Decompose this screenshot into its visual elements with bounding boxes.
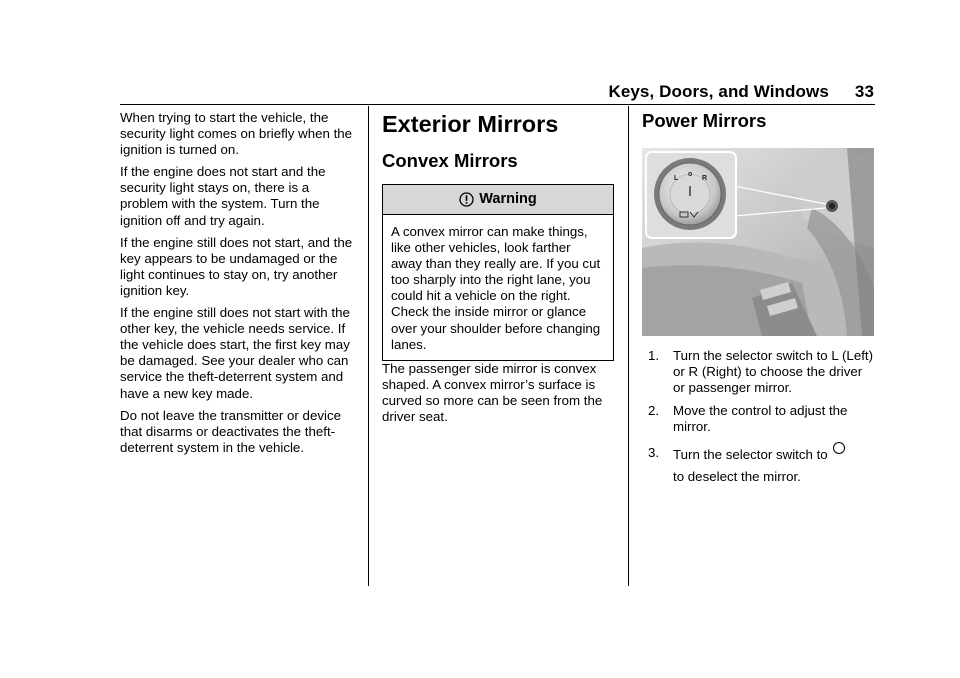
section-heading: Power Mirrors (642, 110, 767, 131)
subsection-heading: Convex Mirrors (382, 150, 518, 171)
section-title: Keys, Doors, and Windows (608, 82, 829, 101)
step-text: Turn the selector switch to (673, 447, 828, 463)
paragraph: If the engine does not start and the security light stays on, there is a problem with the system. Turn the ignition off and try again. (120, 164, 326, 228)
list-item (642, 348, 875, 396)
warning-icon (459, 192, 474, 207)
column-1 (120, 110, 356, 462)
paragraph: When trying to start the vehicle, the security light comes on briefly when the ignition is turned on. (120, 110, 353, 158)
paragraph: The passenger side mirror is convex shaped. A convex mirror’s surface is curved so more can be seen from the driver seat. (382, 360, 603, 425)
warning-text: A convex mirror can make things, like other vehicles, look farther away than they really are. If you cut too sharply into the right lane, you could hit a vehicle on the right. Check the inside mirror or glance over your shoulder before changing lanes. (391, 224, 601, 352)
mirror-control-photo (642, 148, 874, 336)
section-heading: Exterior Mirrors (382, 111, 559, 137)
column-3 (642, 110, 875, 495)
column-2 (382, 110, 614, 431)
header-rule (120, 104, 875, 105)
knob-left-letter: L (674, 175, 679, 182)
warning-box (382, 184, 614, 361)
paragraph: If the engine still does not start, and the key appears to be undamaged or the light continues to stay on, try another ignition key. (120, 234, 353, 298)
paragraph: Do not leave the transmitter or device that disarms or deactivates the theft-deterrent system in the vehicle. (120, 407, 341, 455)
step-text: Turn the selector switch to L (Left) or R (Right) to choose the driver or passenger mirror. (673, 348, 874, 396)
page-header (608, 82, 874, 102)
column-divider-2 (628, 106, 629, 586)
off-position-icon (833, 442, 845, 454)
step-number: 2. (648, 403, 660, 419)
page-number: 33 (854, 82, 874, 101)
steps-list (642, 348, 875, 488)
step-text: to deselect the mirror. (673, 469, 801, 485)
knob-right-letter: R (702, 175, 708, 182)
list-item (642, 442, 875, 488)
step-number: 1. (648, 348, 660, 363)
knob-off-letter: o (688, 171, 693, 178)
column-divider-1 (368, 106, 369, 586)
paragraph: If the engine still does not start with the other key, the vehicle needs service. If the vehicle does start, the first key may be damaged. See your dealer who can service the theft-deterrent system and have a new key made. (120, 305, 350, 401)
warning-label: Warning (479, 191, 537, 208)
step-text: Move the control to adjust the mirror. (673, 403, 848, 435)
list-item (642, 403, 875, 435)
warning-header (383, 185, 613, 215)
step-number: 3. (648, 445, 660, 461)
